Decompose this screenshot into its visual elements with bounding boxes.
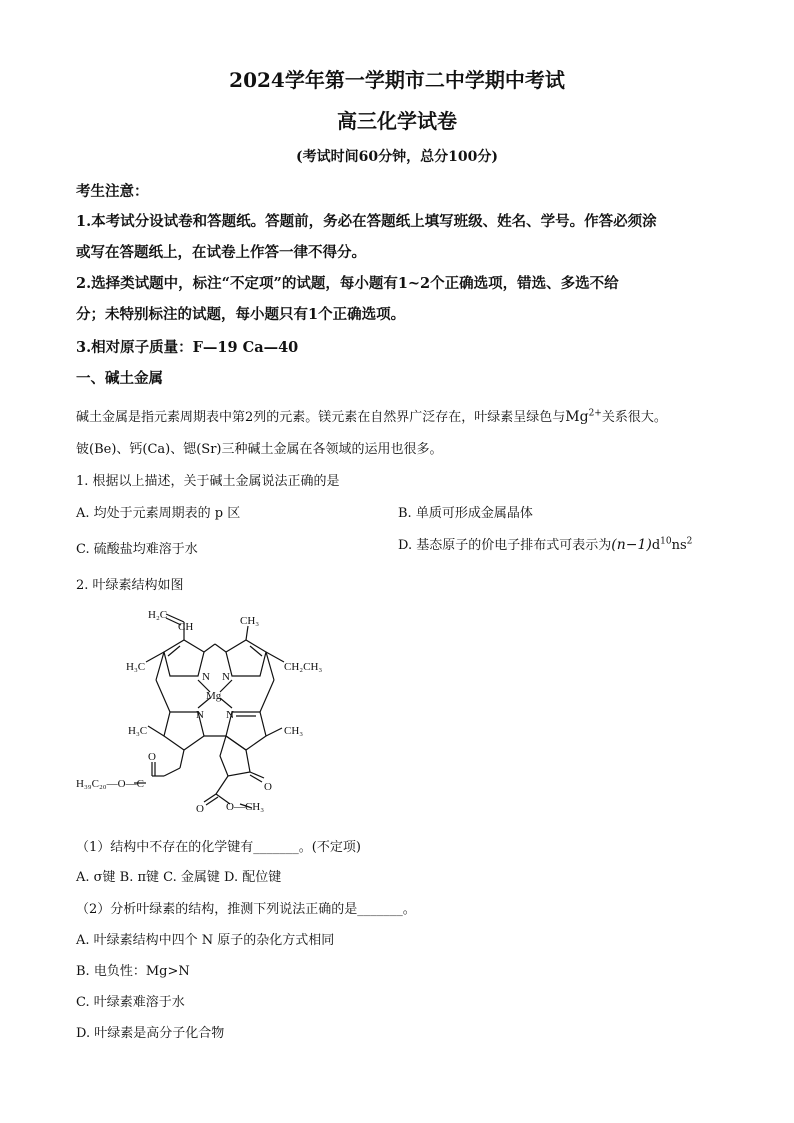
q1-option-b: B. 单质可形成金属晶体	[398, 506, 533, 521]
notice-label: 考生注意：	[76, 183, 149, 200]
label-o1: O	[148, 751, 156, 763]
q1-formula-d-sup: 10	[660, 536, 672, 547]
exam-title: 2024学年第一学期市二中学期中考试	[229, 68, 565, 92]
chlorophyll-structure	[76, 600, 346, 820]
label-o3: O	[196, 803, 204, 815]
label-n4: N	[226, 709, 234, 721]
exam-info: (考试时间60分钟，总分100分)	[296, 149, 498, 165]
q1-formula-d: d	[651, 538, 661, 553]
label-mg: Mg	[206, 690, 222, 702]
q2-sub2-b: B. 电负性：Mg>N	[76, 964, 190, 979]
intro-text-end: 关系很大。	[601, 410, 667, 425]
q2-sub1-options: A. σ键 B. π键 C. 金属键 D. 配位键	[76, 870, 282, 885]
label-h2c: H₂C	[148, 609, 168, 621]
q2-sub1: （1）结构中不存在的化学键有_______。(不定项)	[76, 840, 361, 855]
mg-charge: 2+	[588, 408, 602, 419]
intro-line2: 铍(Be)、钙(Ca)、锶(Sr)三种碱土金属在各领域的运用也很多。	[76, 442, 443, 457]
q1-option-d-text: D. 基态原子的价电子排布式可表示为	[398, 538, 612, 553]
mg-symbol: Mg	[565, 409, 589, 425]
label-n2: N	[222, 671, 230, 683]
label-n3: N	[196, 709, 204, 721]
intro-line1	[76, 406, 667, 425]
exam-subtitle: 高三化学试卷	[337, 109, 457, 133]
label-och3: O—CH₃	[226, 801, 265, 813]
label-ch3-top: CH₃	[240, 615, 260, 627]
notice-item2-line2: 分；未特别标注的试题，每小题只有1个正确选项。	[76, 306, 406, 323]
q1-formula-n: (n−1)	[611, 537, 652, 553]
q2-sub2: （2）分析叶绿素的结构，推测下列说法正确的是_______。	[76, 902, 416, 917]
q1-stem: 1. 根据以上描述，关于碱土金属说法正确的是	[76, 474, 340, 489]
label-ch3-right2: CH₃	[284, 725, 304, 737]
label-n1: N	[202, 671, 210, 683]
label-ch: CH	[178, 621, 194, 633]
label-phytyl: H₃₉C₂₀—O—C	[76, 778, 144, 790]
q2-sub2-d: D. 叶绿素是高分子化合物	[76, 1026, 225, 1041]
intro-text: 碱土金属是指元素周期表中第2列的元素。镁元素在自然界广泛存在，叶绿素呈绿色与	[76, 410, 566, 425]
notice-item1-line2: 或写在答题纸上，在试卷上作答一律不得分。	[76, 244, 366, 261]
label-h3c-left: H₃C	[126, 661, 146, 673]
section-title: 一、碱土金属	[76, 370, 163, 387]
q1-option-d	[398, 534, 692, 553]
q1-option-a: A. 均处于元素周期表的 p 区	[76, 506, 241, 521]
label-h3c-left2: H₃C	[128, 725, 148, 737]
q1-formula-ns: ns	[671, 538, 687, 553]
q2-sub2-a: A. 叶绿素结构中四个 N 原子的杂化方式相同	[76, 933, 335, 948]
q2-sub2-c: C. 叶绿素难溶于水	[76, 995, 185, 1010]
notice-item1-line1: 1.本考试分设试卷和答题纸。答题前，务必在答题纸上填写班级、姓名、学号。作答必须涂	[76, 213, 657, 230]
notice-item3: 3.相对原子质量：F—19 Ca—40	[76, 339, 299, 356]
label-ethyl: CH₂CH₃	[284, 661, 323, 673]
q1-option-c: C. 硫酸盐均难溶于水	[76, 542, 198, 557]
q2-stem: 2. 叶绿素结构如图	[76, 578, 184, 593]
q1-formula-ns-sup: 2	[686, 536, 693, 547]
label-o2: O	[264, 781, 272, 793]
notice-item2-line1: 2.选择类试题中，标注“不定项”的试题，每小题有1~2个正确选项，错选、多选不给	[76, 275, 619, 292]
